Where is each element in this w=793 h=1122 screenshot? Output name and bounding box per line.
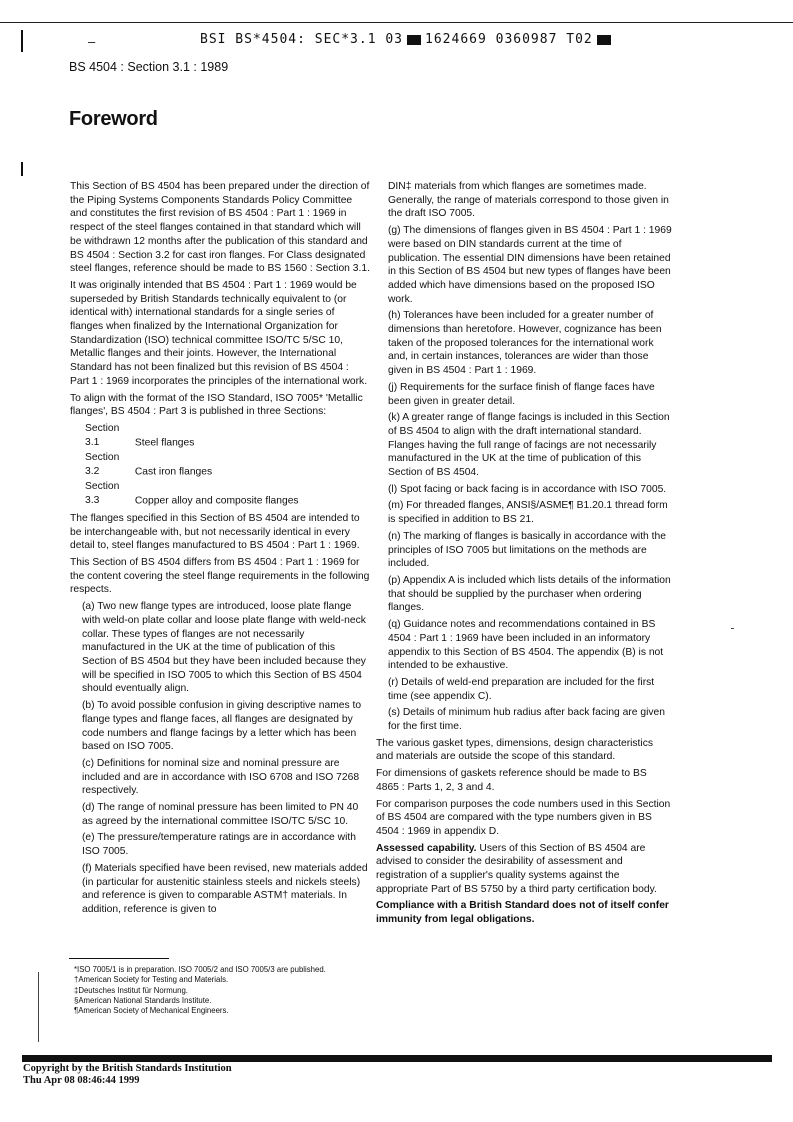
section-name: Cast iron flanges [134,466,213,478]
footnote: ‡Deutsches Institut für Normung. [74,985,188,995]
page-heading: Foreword [69,108,158,130]
sections-list [85,422,370,509]
section-number: Section 3.1 [85,422,120,449]
item-f-continued: DIN‡ materials from which flanges are sometimes made. Generally, the range of materials correspond to those given in the draft ISO 7005. [388,181,669,220]
compliance-statement: Compliance with a British Standard does not of itself confer immunity from legal obligations. [376,900,669,926]
paragraph: This Section of BS 4504 differs from BS 4504 : Part 1 : 1969 for the content covering the steel flange requirements in the following respects. [70,557,370,596]
scan-speck [731,628,734,629]
paragraph: It was originally intended that BS 4504 : Part 1 : 1969 would be superseded by British Standards technically equivalent to (or identical with) international standards for a single series of flanges when finalized by the International Organization for Standardization (ISO) technical committee ISO/TC 5/SC 10, Metallic flanges and their joints. However, the International Standard has not been finalized but this revision of BS 4504 : Part 1 : 1969 incorporates the principles of the international work. [70,279,368,387]
section-number: Section 3.3 [85,480,120,507]
item-p: (p) Appendix A is included which lists details of the information that should be supplied by the purchaser when ordering flanges. [388,574,671,614]
code-block-mark [597,35,611,45]
paragraph: This Section of BS 4504 has been prepared under the direction of the Piping Systems Components Standards Policy Committee and constitutes the first revision of BS 4504 : Part 1 : 1969 in respect of the steel flanges contained in that standard which will be withdrawn 12 months after the publication of this standard and BS 4504 : Section 3.2 for cast iron flanges. For Class designated steel flanges, reference should be made to BS 1560 : Section 3.1. [70,181,370,275]
section-name: Steel flanges [134,437,195,449]
paragraph-text: Users of this Section of BS 4504 are advised to consider the desirability of assessment and registration of a supplier's quality systems against the appropriate Part of BS 5750 by a third party certification body. [376,842,657,895]
item-s: (s) Details of minimum hub radius after back facing are given for the first time. [388,707,665,733]
left-column [70,180,370,920]
document-code-left: BSI BS*4504: SEC*3.1 03 [200,32,404,47]
footnote: ¶American Society of Mechanical Engineers. [74,1006,229,1016]
copyright-line: Copyright by the British Standards Institution [23,1063,232,1074]
footnote-rule [69,958,169,959]
footnotes [74,965,326,1016]
footnote: †American Society for Testing and Materials. [74,975,229,985]
left-margin-mark-2 [21,162,23,176]
item-r: (r) Details of weld-end preparation are included for the first time (see appendix C). [388,676,655,702]
code-block-mark [407,35,421,45]
section-name: Copper alloy and composite flanges [134,495,299,507]
header-dash: – [88,34,96,49]
item-b: (b) To avoid possible confusion in giving descriptive names to flange types and flange faces, all flanges are designated by code numbers and flange facings by a letter which has been based on ISO 7005. [82,700,362,753]
left-margin-mark [21,30,23,52]
paragraph-assessed-capability [376,842,672,897]
copyright-notice [23,1063,232,1087]
list-item [85,451,370,480]
item-f: (f) Materials specified have been revised, new materials added (in particular for austenitic stainless steels and nickels steels) and reference is given to comparable ASTM† materials. In addition, reference is given to [82,862,368,915]
item-g: (g) The dimensions of flanges given in BS 4504 : Part 1 : 1969 were based on DIN standards current at the time of publication. The essential DIN dimensions have been retained in this Section of BS 4504 but new types of flanges have been added which have dimensions based on the proposed ISO work. [388,225,672,305]
item-c: (c) Definitions for nominal size and nominal pressure are included and are in accordance with ISO 6708 and ISO 7268 respectively. [82,757,360,797]
bottom-bar [22,1055,772,1062]
list-item [85,422,370,451]
paragraph: For dimensions of gaskets reference should be made to BS 4865 : Parts 1, 2, 3 and 4. [376,768,647,793]
item-m: (m) For threaded flanges, ANSI§/ASME¶ B1.20.1 thread form is specified in addition to BS 21. [388,500,668,526]
item-k: (k) A greater range of flange facings is included in this Section of BS 4504 to align with the draft international standard. Flanges having the full range of facings are not necessarily manufactured in the UK at the time of publication of this Section of BS 4504. [388,412,670,479]
paragraph: The flanges specified in this Section of BS 4504 are intended to be interchangeable with, but not necessarily identical in every detail to, steel flanges manufactured to BS 4504 : Part 1 : 1969. [70,512,360,552]
item-q: (q) Guidance notes and recommendations contained in BS 4504 : Part 1 : 1969 have been included in an informatory appendix to this Section of BS 4504. The appendix (B) is not intended to be exhaustive. [388,619,664,672]
item-e: (e) The pressure/temperature ratings are in accordance with ISO 7005. [82,832,356,858]
footnote: *ISO 7005/1 is in preparation. ISO 7005/2 and ISO 7005/3 are published. [74,965,326,974]
right-column [376,180,672,930]
paragraph: To align with the format of the ISO Standard, ISO 7005* 'Metallic flanges', BS 4504 : Part 3 is published in three Sections: [70,392,363,418]
top-rule [0,22,793,23]
section-title: BS 4504 : Section 3.1 : 1989 [69,60,229,74]
item-l: (l) Spot facing or back facing is in accordance with ISO 7005. [388,483,667,495]
paragraph: For comparison purposes the code numbers used in this Section of BS 4504 are compared with the type numbers given in BS 4504 : 1969 in appendix D. [376,798,671,837]
item-h: (h) Tolerances have been included for a greater number of dimensions than heretofore. However, cognizance has been taken of the proposed tolerances for the international work and, in certain instances, tolerances are wider than those given in BS 4504 : Part 1 : 1969. [388,310,662,377]
document-code [200,32,615,47]
paragraph: The various gasket types, dimensions, design characteristics and materials are outside the scope of this standard. [376,737,654,763]
list-item [85,480,370,509]
footnote: §American National Standards Institute. [74,995,212,1005]
item-j: (j) Requirements for the surface finish of flange faces have been given in greater detail. [388,381,655,407]
bold-lead: Assessed capability. [376,842,477,854]
section-number: Section 3.2 [85,451,120,478]
left-margin-line [38,972,39,1042]
item-d: (d) The range of nominal pressure has been limited to PN 40 as agreed by the international committee ISO/TC 5/SC 10. [82,802,359,827]
item-n: (n) The marking of flanges is basically in accordance with the principles of ISO 7005 but limitations on the methods are included. [388,530,666,570]
timestamp: Thu Apr 08 08:46:44 1999 [23,1075,140,1086]
document-code-mid: 1624669 0360987 T02 [425,32,593,47]
item-a: (a) Two new flange types are introduced, loose plate flange with weld-on plate collar and loose plate flange with weld-neck collar. These types of flanges are not necessarily manufactured in the UK at the time of publication of this Section of BS 4504 but they have been included because they will be specified in ISO 7005 to which this Section of BS 4504 should eventually align. [82,601,366,695]
